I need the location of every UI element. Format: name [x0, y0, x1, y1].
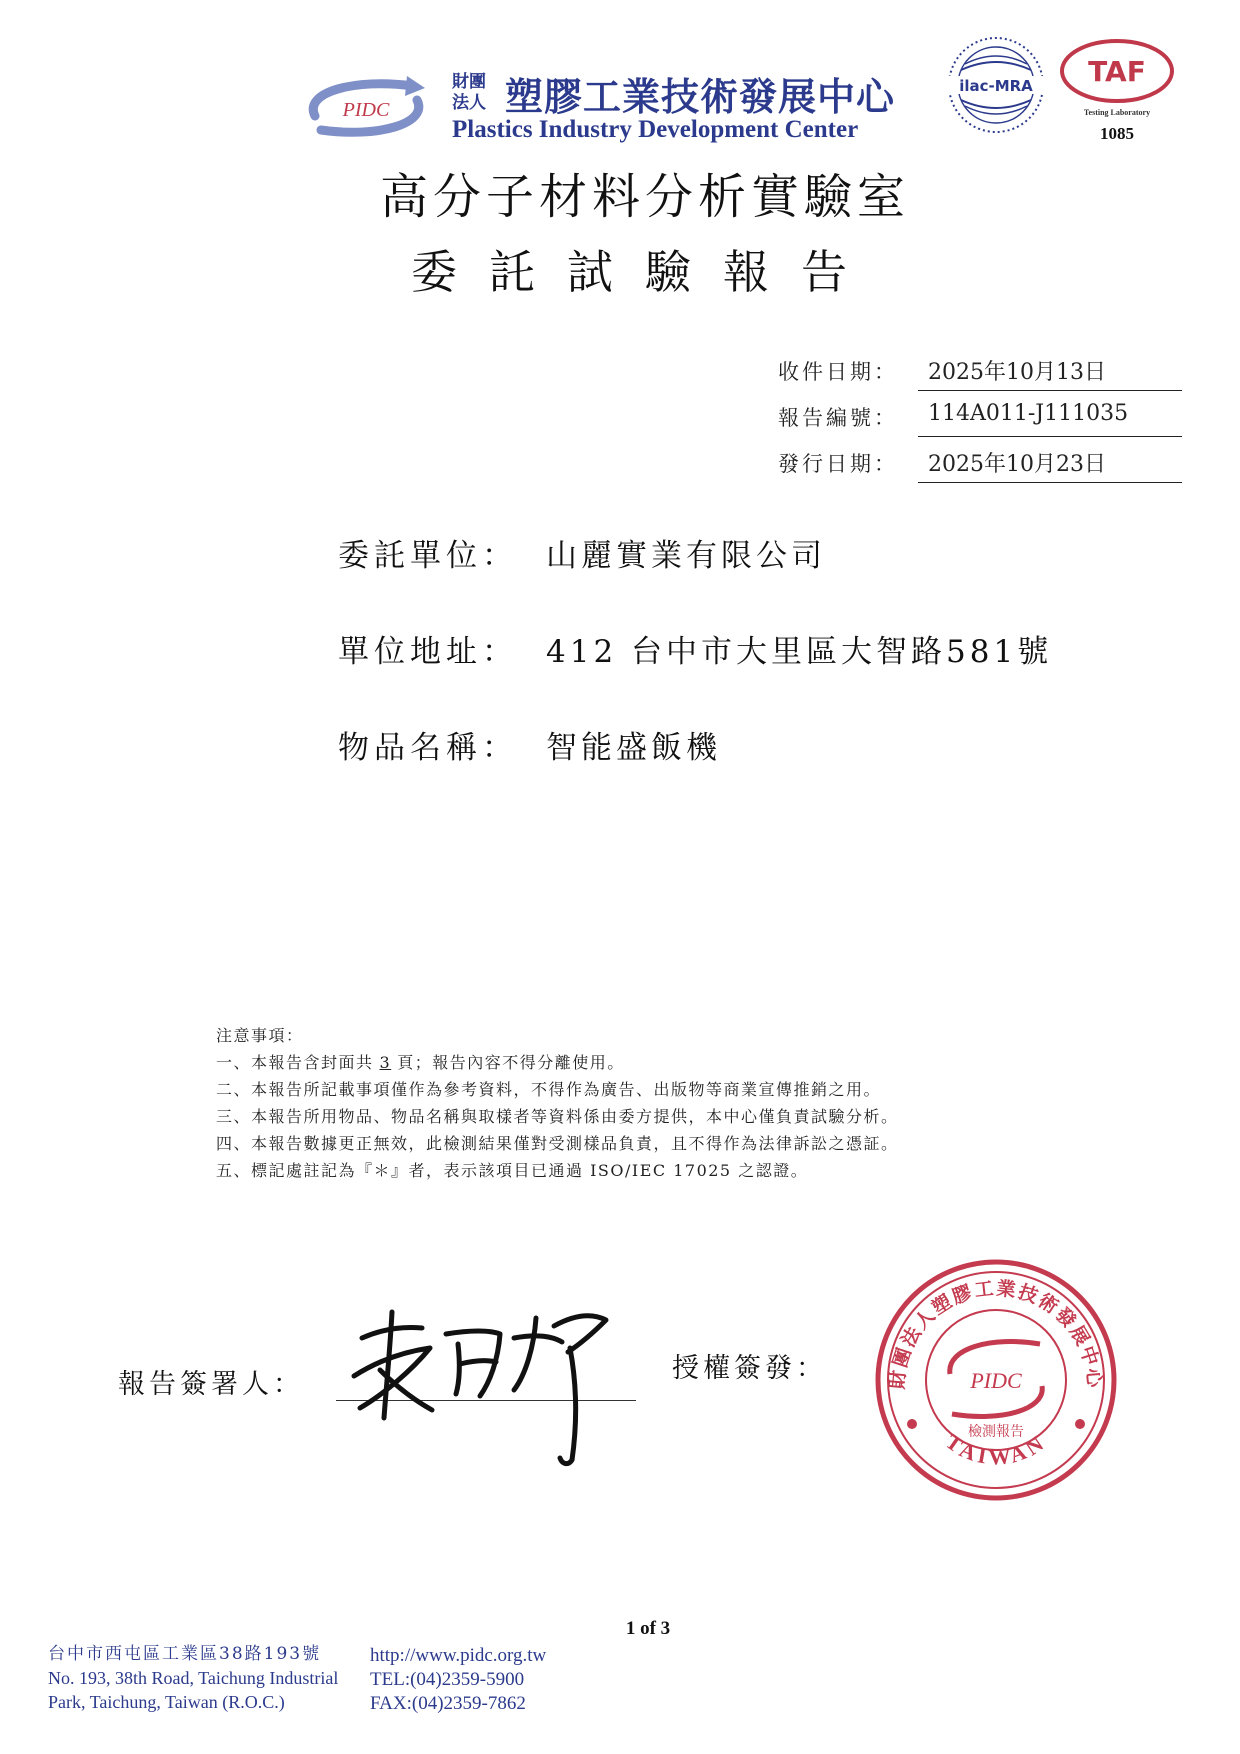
footer-url: http://www.pidc.org.tw [370, 1645, 547, 1666]
notes-heading: 注意事項： [216, 1026, 304, 1045]
pidc-logo [295, 72, 437, 144]
footer-address [48, 1642, 338, 1714]
client-value: 山麗實業有限公司 [546, 538, 826, 574]
official-seal [872, 1256, 1120, 1504]
footer-tel: TEL:(04)2359-5900 [370, 1669, 525, 1690]
footer-contact [370, 1644, 546, 1716]
taf-logo [1058, 36, 1176, 106]
footer-address-en-1: No. 193, 38th Road, Taichung Industrial [48, 1668, 339, 1688]
footer-fax: FAX:(04)2359-7862 [370, 1693, 526, 1714]
notes-section [216, 1022, 899, 1184]
page-count: 3 [379, 1053, 392, 1072]
signer-label: 報告簽署人： [118, 1369, 304, 1400]
svg-text:ilac-MRA: ilac-MRA [959, 77, 1033, 95]
received-date-underline [918, 390, 1182, 391]
note-item-2: 二、本報告所記載事項僅作為參考資料，不得作為廣告、出版物等商業宣傳推銷之用。 [216, 1080, 882, 1099]
footer-address-cn: 台中市西屯區工業區38路193號 [48, 1644, 322, 1664]
taf-subtitle: Testing Laboratory [1083, 108, 1151, 117]
issue-date-label: 發行日期： [778, 452, 898, 476]
report-number-label: 報告編號： [778, 406, 898, 430]
org-name-en: Plastics Industry Development Center [452, 116, 859, 143]
note-item-5: 五、標記處註記為『＊』者，表示該項目已通過 ISO/IEC 17025 之認證。 [216, 1161, 809, 1180]
taf-lab-number: 1085 [1100, 124, 1134, 143]
org-type-label: 財團 法人 [452, 72, 486, 113]
issue-date-value: 2025年10月23日 [928, 452, 1106, 477]
received-date-label: 收件日期： [778, 360, 898, 384]
handwritten-signature [340, 1290, 630, 1470]
svg-text:TAIWAN: TAIWAN [941, 1428, 1051, 1470]
report-number-underline [918, 436, 1182, 437]
svg-text:PIDC: PIDC [970, 1368, 1022, 1393]
svg-text:TAF: TAF [1088, 55, 1146, 88]
org-name-cn: 塑膠工業技術發展中心 [505, 75, 896, 119]
issue-date-underline [918, 482, 1182, 483]
svg-text:財團法人塑膠工業技術發展中心: 財團法人塑膠工業技術發展中心 [886, 1277, 1106, 1391]
report-title: 委託試驗報告 [411, 245, 879, 299]
svg-text:PIDC: PIDC [342, 99, 390, 121]
address-label: 單位地址： [338, 634, 518, 670]
footer-address-en-2: Park, Taichung, Taiwan (R.O.C.) [48, 1692, 285, 1712]
item-name-label: 物品名稱： [338, 730, 518, 766]
address-value: 412 台中市大里區大智路581號 [546, 634, 1053, 670]
client-label: 委託單位： [338, 538, 518, 574]
received-date-value: 2025年10月13日 [928, 360, 1106, 385]
note-item-3: 三、本報告所用物品、物品名稱與取樣者等資料係由委方提供，本中心僅負責試驗分析。 [216, 1107, 899, 1126]
svg-text:檢測報告: 檢測報告 [968, 1424, 1024, 1440]
note-item-1: 一、本報告含封面共 3 頁；報告內容不得分離使用。 [216, 1053, 625, 1072]
item-name-value: 智能盛飯機 [546, 730, 721, 766]
note-item-4: 四、本報告數據更正無效，此檢測結果僅對受測樣品負責，且不得作為法律訴訟之憑証。 [216, 1134, 899, 1153]
page-indicator: 1 of 3 [625, 1618, 671, 1639]
authorized-issue-label: 授權簽發： [672, 1353, 827, 1384]
report-number-value: 114A011-J111035 [928, 401, 1129, 426]
ilac-mra-logo [945, 34, 1047, 136]
lab-title: 高分子材料分析實驗室 [379, 169, 910, 225]
